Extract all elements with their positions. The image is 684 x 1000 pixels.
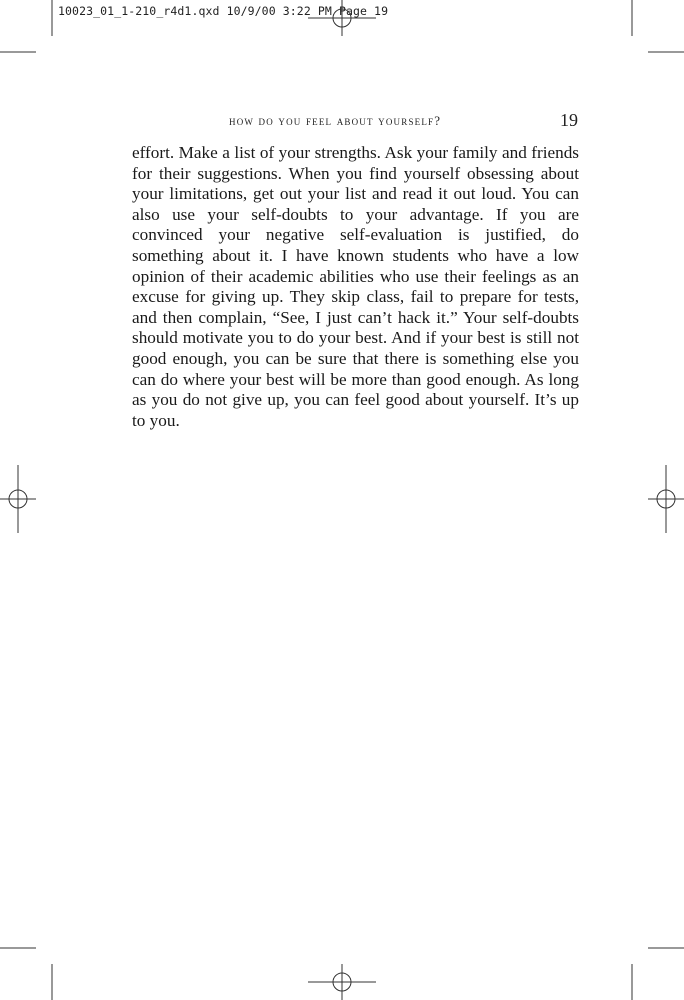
- registration-target-bottom: [308, 964, 376, 1000]
- running-head: how do you feel about yourself?: [229, 113, 442, 128]
- page-number: 19: [560, 110, 578, 130]
- registration-target-right: [648, 465, 684, 533]
- registration-target-top: [308, 0, 376, 36]
- registration-target-left: [0, 465, 36, 533]
- slug-line: 10023_01_1-210_r4d1.qxd 10/9/00 3:22 PM Page 19: [58, 4, 389, 18]
- body-paragraph: effort. Make a list of your strengths. Ask your family and friends for their suggestions. When you find yourself obsessing about your limitations, get out your list and read it out loud. You can also use your self-doubts to your advantage. If you are convinced your negative self-evaluation is justified, do something about it. I have known students who have a low opinion of their academic abilities who use their feelings as an excuse for giving up. They skip class, fail to prepare for tests, and then complain, “See, I just can’t hack it.” Your self-doubts should motivate you to do your best. And if your best is still not good enough, you can be sure that there is something else you can do where your best will be more than good enough. As long as you do not give up, you can feel good about yourself. It’s up to you.: [132, 143, 579, 430]
